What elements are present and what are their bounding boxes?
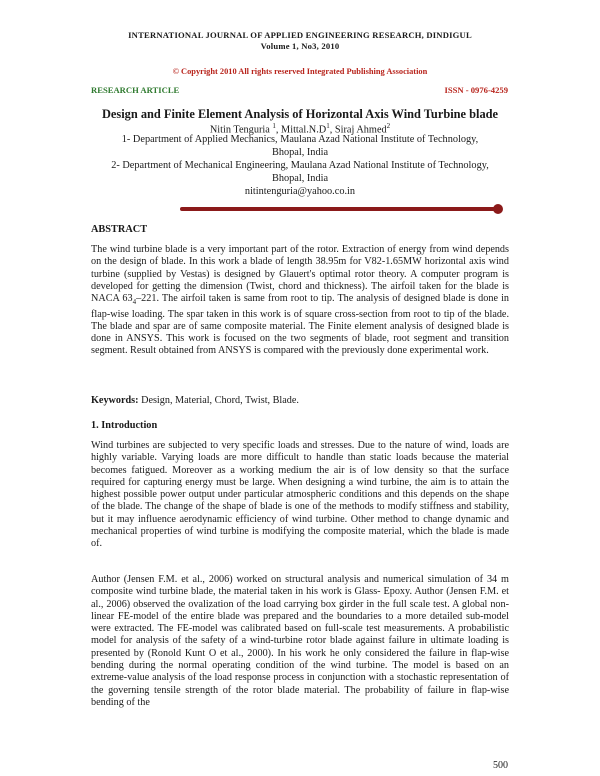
copyright-notice: © Copyright 2010 All rights reserved Integrated Publishing Association (172, 67, 428, 76)
journal-header (0, 30, 600, 52)
keywords-text: Design, Material, Chord, Twist, Blade. (138, 395, 299, 406)
abstract-text-part2: –221. The airfoil taken is same from root to tip. The analysis of designed blade is done in flap-wise loading. The spar taken in this work is of square cross-section from root to tip of the blade. The blade and spar are of same composite material. The Finite element analysis of designed blade is done in ANSYS. This work is focused on the two segments of blade, root segment and transition segment. Result obtained from ANSYS is compared with the previously done experimental work. (91, 293, 509, 357)
journal-volume: Volume 1, No3, 2010 (260, 41, 340, 51)
author-3: , Siraj Ahmed (329, 124, 387, 136)
issn: ISSN - 0976-4259 (444, 85, 508, 95)
title-divider (180, 207, 500, 211)
author-2-affil: 1 (326, 122, 330, 130)
abstract-text-part1: The wind turbine blade is a very important part of the rotor. Extraction of energy from wind depends on the design of blade. In this work a blade of length 38.95m for V82-1.65MW horizontal axis wind turbine (supplied by Vestas) is designed by Glauert's optimal rotor theory. A computer program is developed for getting the dimension (Twist, chord and thickness). The airfoil taken for the blade is NACA 63 (91, 244, 509, 305)
airfoil-subscript: 4 (132, 298, 137, 307)
keywords-label: Keywords: (91, 395, 139, 406)
affiliation-1-line1: 1- Department of Applied Mechanics, Maulana Azad National Institute of Technology, (121, 134, 479, 145)
author-1: Nitin Tenguria (209, 124, 273, 136)
introduction-paragraph-1: Wind turbines are subjected to very specific loads and stresses. Due to the nature of wind, loads are highly variable. Varying loads are more difficult to handle than static loads because the material becomes fatigued. Moreover as a working medium the air is of low density so that the surface required for capturing energy must be large. When designing a wind turbine, the aim is to attain the highest possible power output under particular atmospheric conditions and this depends on the shape of the blade. The change of the shape of blade is one of the methods to modify stiffness and stability, but it may influence aerodynamic efficiency of wind turbine. Other method to change dynamic and mechanical properties of wind turbine is modifying the composite material, which the blade is made of. (91, 440, 509, 550)
introduction-paragraph-2: Author (Jensen F.M. et al., 2006) worked on structural analysis and numerical simulation of 34 m composite wind turbine blade, the material taken in his work is Glass- Epoxy. Author (Jensen F.M. et al., 2006) observed the ovalization of the load carrying box girder in the full scale test. A global non-linear FE-model of the entire blade was prepared and the boundaries to a more detailed sub-model were extracted. The FE-model was calibrated based on full-scale test measurements. A probabilistic model for analysis of the safety of a wind-turbine rotor blade against failure in ultimate loading is presented by (Ronold Kunt O et al., 2000). In his work he only considered the failure in flap-wise bending during the normal operating condition of the wind turbine. The model is based on an extreme-value analysis of the load response process in conjunction with a stochastic representation of the governing tensile strength of the rotor blade material. The probability of failure in flap-wise bending of the (91, 574, 509, 708)
keywords (91, 395, 509, 407)
abstract-heading: ABSTRACT (91, 224, 148, 235)
affiliation-1-line2: Bhopal, India (271, 147, 329, 159)
introduction-heading: 1. Introduction (91, 420, 158, 431)
abstract-text (91, 244, 509, 358)
affiliation-2-line1: 2- Department of Mechanical Engineering, Maulana Azad National Institute of Technology, (111, 160, 489, 171)
title-divider-cap (493, 204, 503, 214)
affiliation-1 (0, 133, 600, 159)
journal-name: INTERNATIONAL JOURNAL OF APPLIED ENGINEERING RESEARCH, DINDIGUL (128, 30, 472, 40)
author-3-affil: 2 (386, 122, 391, 130)
paper-title: Design and Finite Element Analysis of Horizontal Axis Wind Turbine blade (101, 107, 499, 121)
author-email: nitintenguria@yahoo.co.in (244, 186, 356, 197)
affiliation-2 (0, 159, 600, 185)
author-2: , Mittal.N.D (275, 124, 327, 136)
article-type: RESEARCH ARTICLE (91, 85, 180, 95)
affiliation-2-line2: Bhopal, India (271, 173, 329, 185)
author-1-affil: 1 (272, 122, 276, 130)
page-number: 500 (493, 760, 508, 771)
